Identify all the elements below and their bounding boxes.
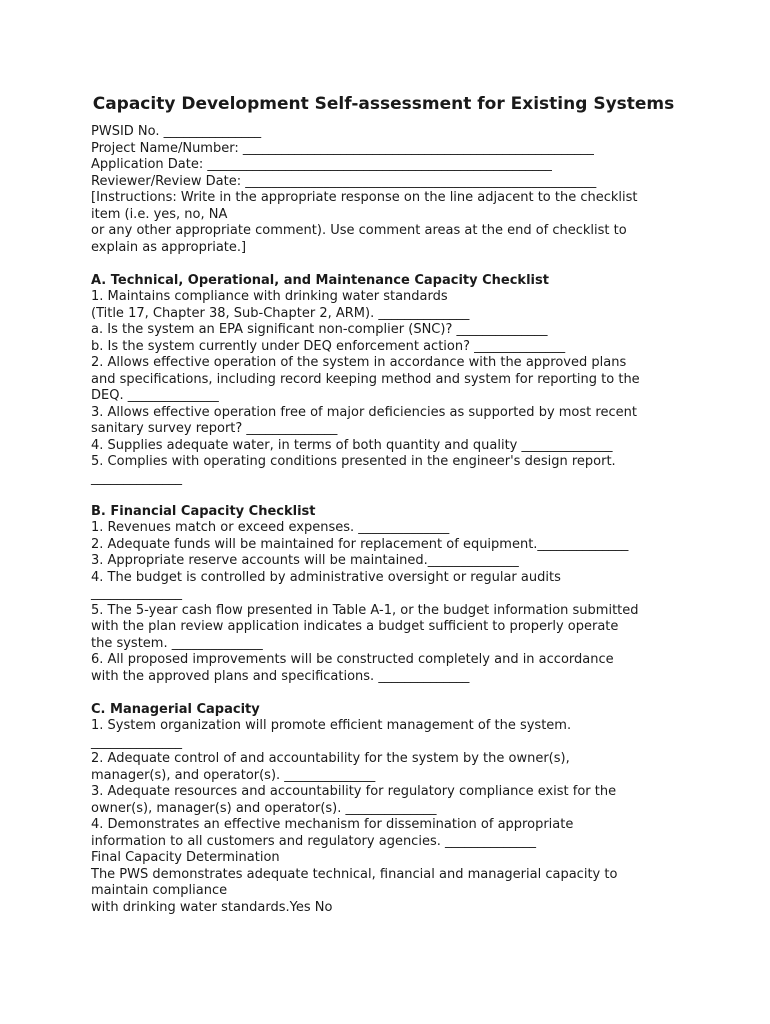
pwsid-line: PWSID No. _______________ bbox=[91, 124, 262, 139]
checklist-line: the system. ______________ bbox=[91, 635, 263, 651]
checklist-line: b. Is the system currently under DEQ enforcement action? ______________ bbox=[91, 338, 566, 354]
instructions-line: explain as appropriate.] bbox=[91, 239, 247, 255]
final-determination-text: The PWS demonstrates adequate technical, financial and managerial capacity to bbox=[91, 866, 618, 882]
section-b-heading: B. Financial Capacity Checklist bbox=[91, 503, 316, 519]
instructions-line: item (i.e. yes, no, NA bbox=[91, 206, 228, 222]
final-determination-text: maintain compliance bbox=[91, 883, 228, 898]
checklist-line: 2. Allows effective operation of the system in accordance with the approved plans bbox=[91, 355, 627, 370]
checklist-line: information to all customers and regulatory agencies. ______________ bbox=[91, 833, 536, 849]
checklist-line: sanitary survey report? ______________ bbox=[91, 421, 338, 436]
spacer bbox=[91, 256, 691, 273]
section-c bbox=[91, 702, 691, 917]
instructions-line: [Instructions: Write in the appropriate response on the line adjacent to the checklist bbox=[91, 190, 638, 205]
checklist-line: (Title 17, Chapter 38, Sub-Chapter 2, ARM). ______________ bbox=[91, 305, 470, 321]
checklist-line: 5. Complies with operating conditions presented in the engineer's design report. bbox=[91, 454, 616, 469]
checklist-line: 4. Supplies adequate water, in terms of both quantity and quality ______________ bbox=[91, 437, 613, 453]
spacer bbox=[91, 685, 691, 702]
section-c-heading: C. Managerial Capacity bbox=[91, 701, 260, 717]
checklist-line: 3. Appropriate reserve accounts will be maintained.______________ bbox=[91, 553, 519, 568]
final-determination-text: with drinking water standards.Yes No bbox=[91, 899, 333, 915]
checklist-line: 1. System organization will promote efficient management of the system. bbox=[91, 718, 572, 733]
checklist-line: a. Is the system an EPA significant non-complier (SNC)? ______________ bbox=[91, 322, 548, 337]
application-date-line: Application Date: _____________________________________________________ bbox=[91, 157, 552, 172]
final-determination-label: Final Capacity Determination bbox=[91, 850, 280, 865]
instructions-line: or any other appropriate comment). Use comment areas at the end of checklist to bbox=[91, 223, 627, 238]
section-b bbox=[91, 504, 691, 686]
checklist-line: 4. The budget is controlled by administrative oversight or regular audits bbox=[91, 569, 561, 585]
document-title: Capacity Development Self-assessment for Existing Systems bbox=[92, 94, 675, 114]
checklist-line: 2. Adequate funds will be maintained for replacement of equipment.______________ bbox=[91, 536, 629, 552]
checklist-line: and specifications, including record keeping method and system for reporting to the bbox=[91, 371, 640, 387]
checklist-line: 5. The 5-year cash flow presented in Table A-1, or the budget information submitted bbox=[91, 602, 639, 618]
section-a-heading: A. Technical, Operational, and Maintenance Capacity Checklist bbox=[91, 272, 549, 288]
checklist-line: 2. Adequate control of and accountability for the system by the owner(s), bbox=[91, 751, 570, 766]
checklist-line: ______________ bbox=[91, 734, 182, 750]
checklist-line: 6. All proposed improvements will be constructed completely and in accordance bbox=[91, 652, 614, 667]
checklist-line: with the plan review application indicates a budget sufficient to properly operate bbox=[91, 619, 619, 634]
checklist-line: manager(s), and operator(s). ______________ bbox=[91, 767, 376, 783]
checklist-line: ______________ bbox=[91, 470, 182, 486]
checklist-line: 3. Adequate resources and accountability for regulatory compliance exist for the bbox=[91, 784, 617, 799]
checklist-line: owner(s), manager(s) and operator(s). ______________ bbox=[91, 800, 437, 816]
checklist-line: DEQ. ______________ bbox=[91, 388, 219, 403]
checklist-line: 1. Revenues match or exceed expenses. ______________ bbox=[91, 520, 450, 535]
checklist-line: 1. Maintains compliance with drinking water standards bbox=[91, 289, 448, 304]
project-name-line: Project Name/Number: ______________________________________________________ bbox=[91, 140, 594, 156]
document-page bbox=[91, 93, 691, 916]
checklist-line: with the approved plans and specifications. ______________ bbox=[91, 668, 470, 684]
header-block bbox=[91, 124, 691, 256]
checklist-line: ______________ bbox=[91, 586, 182, 601]
checklist-line: 4. Demonstrates an effective mechanism for dissemination of appropriate bbox=[91, 817, 574, 832]
checklist-line: 3. Allows effective operation free of major deficiencies as supported by most recent bbox=[91, 404, 637, 420]
spacer bbox=[91, 487, 691, 504]
section-a bbox=[91, 273, 691, 488]
reviewer-line: Reviewer/Review Date: ______________________________________________________ bbox=[91, 173, 597, 189]
